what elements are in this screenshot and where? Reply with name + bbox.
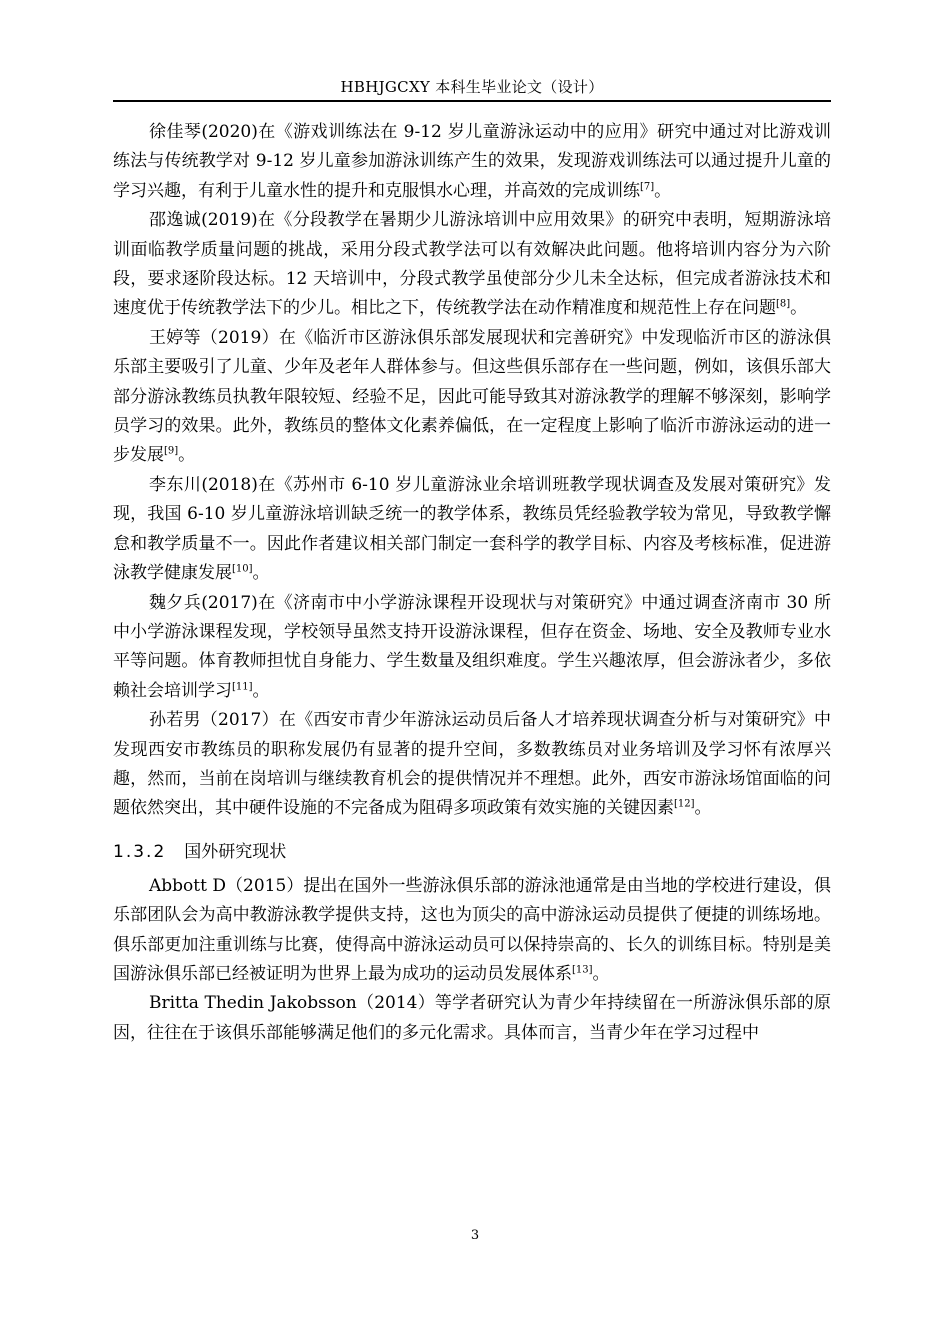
- document-body: [113, 118, 831, 1048]
- citation-ref: [10]: [232, 563, 253, 575]
- section-number: 1.3.2: [113, 841, 167, 862]
- paragraph-li-dongchuan: 李东川(2018)在《苏州市 6-10 岁儿童游泳业余培训班教学现状调查及发展对策研究》发现，我国 6-10 岁儿童游泳培训缺乏统一的教学体系，教练员凭经验教学较为常见，导致教学懈怠和教学质量不一。因此作者建议相关部门制定一套科学的教学目标、内容及考核标准，促进游泳教学健康发展[10]。: [113, 474, 831, 584]
- citation-ref: [11]: [232, 681, 253, 693]
- section-heading: [113, 838, 831, 866]
- citation-ref: [12]: [674, 798, 695, 810]
- paragraph-shao-yicheng: 邵逸诚(2019)在《分段教学在暑期少儿游泳培训中应用效果》的研究中表明，短期游泳培训面临教学质量问题的挑战，采用分段式教学法可以有效解决此问题。他将培训内容分为六阶段，要求逐阶段达标。12 天培训中，分段式教学虽使部分少儿未全达标，但完成者游泳技术和速度优于传统教学法下的少儿。相比之下，传统教学法在动作精准度和规范性上存在问题[8]。: [113, 210, 831, 319]
- paragraph-sun-ruonan: 孙若男（2017）在《西安市青少年游泳运动员后备人才培养现状调查分析与对策研究》中发现西安市教练员的职称发展仍有显著的提升空间，多数教练员对业务培训及学习怀有浓厚兴趣，然而，当前在岗培训与继续教育机会的提供情况并不理想。此外，西安市游泳场馆面临的问题依然突出，其中硬件设施的不完备成为阻碍多项政策有效实施的关键因素[12]。: [113, 710, 831, 819]
- paragraph-wei-xibing: 魏夕兵(2017)在《济南市中小学游泳课程开设现状与对策研究》中通过调查济南市 30 所中小学游泳课程发现，学校领导虽然支持开设游泳课程，但存在资金、场地、安全及教师专业水平等问题。体育教师担忧自身能力、学生数量及组织难度。学生兴趣浓厚，但会游泳者少，多依赖社会培训学习[11]。: [113, 592, 831, 701]
- citation-ref: [13]: [572, 964, 593, 976]
- citation-ref: [9]: [164, 445, 179, 457]
- page-number: 3: [470, 1228, 480, 1243]
- paragraph-xu-jiaqin: 徐佳琴(2020)在《游戏训练法在 9-12 岁儿童游泳运动中的应用》研究中通过对比游戏训练法与传统教学对 9-12 岁儿童参加游泳训练产生的效果，发现游戏训练法可以通过提升儿童的学习兴趣，有利于儿童水性的提升和克服惧水心理，并高效的完成训练[7]。: [113, 122, 831, 201]
- citation-ref: [8]: [776, 298, 791, 310]
- section-title: 国外研究现状: [184, 841, 287, 862]
- header-divider: [113, 100, 831, 102]
- paragraph-jakobsson: Britta Thedin Jakobsson（2014）等学者研究认为青少年持续留在一所游泳俱乐部的原因，往往在于该俱乐部能够满足他们的多元化需求。具体而言，当青少年在学习过程中: [113, 993, 831, 1043]
- paragraph-abbott: Abbott D（2015）提出在国外一些游泳俱乐部的游泳池通常是由当地的学校进行建设，俱乐部团队会为高中教游泳教学提供支持，这也为顶尖的高中游泳运动员提供了便捷的训练场地。俱乐部更加注重训练与比赛，使得高中游泳运动员可以保持崇高的、长久的训练目标。特别是美国游泳俱乐部已经被证明为世界上最为成功的运动员发展体系[13]。: [113, 875, 831, 984]
- citation-ref: [7]: [640, 181, 655, 193]
- page-header: HBHJGCXY 本科生毕业论文（设计）: [340, 78, 604, 96]
- paragraph-wang-ting: 王婷等（2019）在《临沂市区游泳俱乐部发展现状和完善研究》中发现临沂市区的游泳俱乐部主要吸引了儿童、少年及老年人群体参与。但这些俱乐部存在一些问题，例如，该俱乐部大部分游泳教练员执教年限较短、经验不足，因此可能导致其对游泳教学的理解不够深刻，影响学员学习的效果。此外，教练员的整体文化素养偏低，在一定程度上影响了临沂市游泳运动的进一步发展[9]。: [113, 327, 831, 466]
